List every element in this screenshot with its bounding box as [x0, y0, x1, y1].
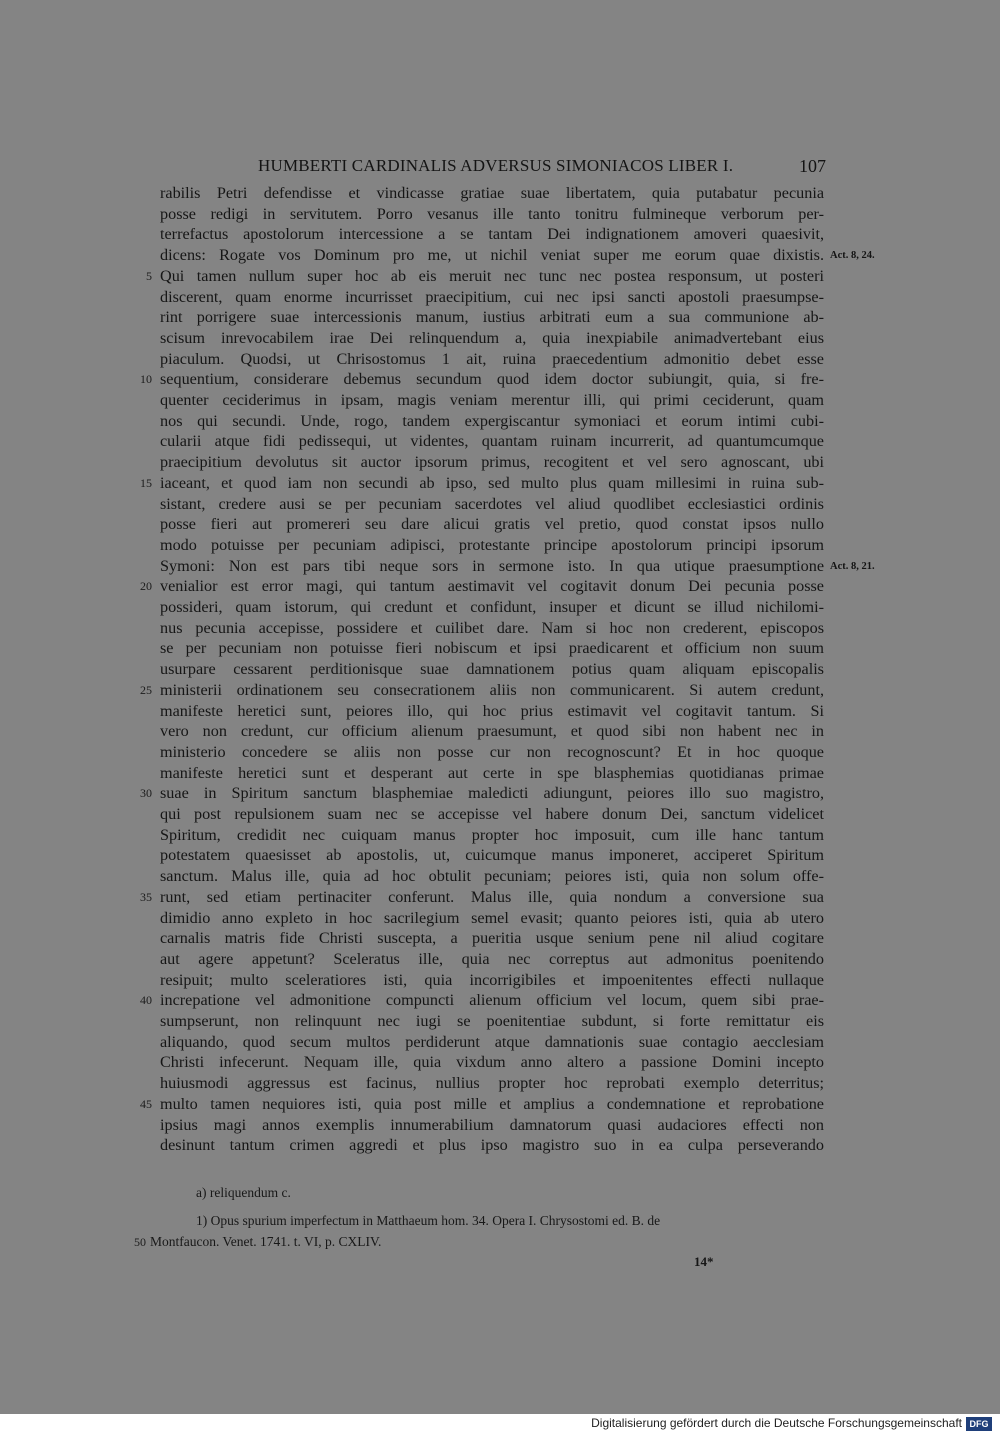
- text-line: posse fieri aut promereri seu dare alicui gratis vel pretio, quod constat ipsos nullo: [160, 515, 824, 534]
- line-number: 5: [146, 268, 152, 283]
- line-number: 35: [140, 889, 152, 904]
- text-line: scisum inrevocabilem irae Dei relinquendum a, quia inexpiabile animadvertebant eius: [160, 328, 824, 347]
- text-line: ministerio concedere se aliis non posse cur non recognoscunt? Et in hoc quoque: [160, 742, 824, 761]
- text-line: carnalis matris fide Christi suscepta, a pueritia usque senium pene nil aliud cogitare: [160, 929, 824, 948]
- text-line: sistant, credere ausi se per pecuniam sacerdotes vel aliud quodlibet ecclesiastici ordinis: [160, 494, 824, 513]
- text-line: usurpare cessarent perditionisque suae damnationem potius quam aliquam episcopalis: [160, 660, 824, 679]
- text-line: venialior est error magi, qui tantum aestimavit vel cogitavit donum Dei pecunia posse: [160, 577, 824, 596]
- text-line: nus pecunia accepisse, possidere et cuilibet dare. Nam si hoc non crederent, episcopos: [160, 618, 824, 637]
- text-line: Spiritum, credidit nec cuiquam manus propter hoc imposuit, cum ille hanc tantum: [160, 825, 824, 844]
- text-line: Christi infecerunt. Nequam ille, quia vixdum anno altero a passione Domini incepto: [160, 1053, 824, 1072]
- line-number: 10: [140, 372, 152, 387]
- text-line: dicens: Rogate vos Dominum pro me, ut nichil veniat super me eorum quae dixistis.: [160, 246, 824, 265]
- text-line: huiusmodi aggressus est facinus, nullius propter hoc reprobati exemplo deterritus;: [160, 1074, 824, 1093]
- line-number: 20: [140, 579, 152, 594]
- text-line: qui post repulsionem suam nec se accepisse vel habere donum Dei, sanctum videlicet: [160, 805, 824, 823]
- line-number: 25: [140, 682, 152, 697]
- text-line: praecipitium devolutus sit auctor ipsorum primus, recogitent et vel sero agnoscant, ubi: [160, 453, 824, 472]
- text-line: cularii atque fidi pedissequi, ut videntes, quantam ruinam incurrerit, ad quantumcumque: [160, 432, 824, 451]
- text-line: discerent, quam enorme incurrisset praecipitium, cui nec ipsi sancti apostoli praesumpse-: [160, 287, 824, 306]
- signature-mark: 14*: [694, 1254, 714, 1269]
- text-line: desinunt tantum crimen aggredi et plus ipso magistro suo in ea culpa perseverando: [160, 1136, 824, 1155]
- text-line: quenter ceciderimus in ipsam, magis veniam merentur illi, qui primi ceciderunt, quam: [160, 391, 824, 409]
- text-line: possideri, quam istorum, qui credunt et confidunt, insuper et dicunt se illud nichilomi-: [160, 598, 824, 616]
- text-line: potestatem quaesisset ab apostolis, ut, cuicumque manus imponeret, acciperet Spiritum: [160, 846, 824, 865]
- text-line: resipuit; multo sceleratiores isti, quia incorrigibiles et impoenitentes effecti nullaque: [160, 970, 824, 989]
- footnote-1-line-1: 1) Opus spurium imperfectum in Matthaeum hom. 34. Opera I. Chrysostomi ed. B. de: [196, 1213, 661, 1228]
- text-line: piaculum. Quodsi, ut Chrisostomus 1 ait, ruina praecedentium admonitio debet esse: [160, 349, 824, 368]
- text-line: posse redigi in servitutem. Porro vesanus ille tanto tonitru fulmineque verborum per-: [160, 204, 824, 223]
- text-line: multo tamen nequiores isti, quia post mille et amplius a condemnatione et reprobatione: [160, 1094, 824, 1113]
- footnote-a: a) reliquendum c.: [196, 1185, 291, 1200]
- text-line: nos qui secundi. Unde, rogo, tandem expergiscantur symoniaci et eorum intimi cubi-: [160, 411, 824, 430]
- text-line: sequentium, considerare debemus secundum quod idem doctor subiungit, quia, si fre-: [160, 370, 824, 389]
- text-line: sanctum. Malus ille, quia ad hoc obtulit pecuniam; peiores isti, quia non solum offe-: [160, 867, 824, 886]
- text-line: aut agere appetunt? Sceleratus ille, quia nec correptus aut admonitus poenitendo: [160, 949, 824, 968]
- text-line: dimidio anno expleto in hoc sacrilegium semel evasit; quanto peiores isti, quia ab utero: [160, 908, 824, 927]
- text-line: aliquando, quod secum multos perdiderunt atque damnationis suae contagio aecclesiam: [160, 1032, 824, 1051]
- text-line: runt, sed etiam pertinaciter conferunt. Malus ille, quia nondum a conversione sua: [160, 887, 824, 906]
- text-line: ministerii ordinationem seu consecrationem aliis non communicarent. Si autem credunt,: [160, 680, 824, 699]
- text-line: rint porrigere suae intercessionis manum, iustius arbitrati eum a sua communione ab-: [160, 308, 824, 327]
- text-line: vero non credunt, cur officium alienum praesumunt, et quod sibi non habent nec in: [160, 722, 824, 741]
- credit-text: Digitalisierung gefördert durch die Deutsche Forschungsgemeinschaft: [591, 1416, 962, 1430]
- text-line: rabilis Petri defendisse et vindicasse gratiae suae libertatem, quia putabatur pecunia: [160, 184, 824, 202]
- text-line: sumpserunt, non relinquunt nec iugi se poenitentiae subdunt, si forte remittatur eis: [160, 1012, 824, 1030]
- text-line: iaceant, et quod iam non secundi ab ipso, sed multo plus quam millesimi in ruina sub-: [160, 473, 824, 492]
- text-line: manifeste heretici sunt, peiores illo, qui hoc prius estimavit vel cogitavit tantum. Si: [160, 701, 824, 720]
- text-line: manifeste heretici sunt et desperant aut certe in spe blasphemias quotidianas primae: [160, 763, 824, 782]
- line-number-50: 50: [134, 1235, 146, 1249]
- text-line: ipsius magi annos exemplis innumerabilium damnatorum quasi audaciores effecti non: [160, 1115, 824, 1134]
- text-line: Symoni: Non est pars tibi neque sors in sermone isto. In qua utique praesumptione: [160, 556, 824, 575]
- line-number: 15: [140, 475, 152, 490]
- line-number: 40: [140, 993, 152, 1008]
- running-title: HUMBERTI CARDINALIS ADVERSUS SIMONIACOS LIBER I.: [258, 156, 734, 175]
- text-line: increpatione vel admonitione compuncti alienum officium vel locum, quem sibi prae-: [160, 991, 824, 1010]
- text-line: modo potuisse per pecuniam adipisci, protestante principe apostolorum principi ipsorum: [160, 535, 824, 554]
- footnote-1-line-2: Montfaucon. Venet. 1741. t. VI, p. CXLIV.: [150, 1234, 382, 1249]
- text-line: terrefactus apostolorum intercessione a se tantam Dei indignationem amoveri quaesivit,: [160, 225, 824, 244]
- margin-reference: Act. 8, 24.: [830, 250, 875, 262]
- dfg-logo-icon: DFG: [966, 1417, 992, 1431]
- line-number: 45: [140, 1096, 152, 1111]
- page-number: 107: [799, 156, 826, 176]
- line-number: 30: [140, 786, 152, 801]
- text-line: suae in Spiritum sanctum blasphemiae maledicti adiungunt, peiores illo suo magistro,: [160, 784, 824, 803]
- text-line: se per pecuniam non potuisse fieri nobiscum et ipsi praedicarent et officium non suum: [160, 639, 824, 658]
- text-line: Qui tamen nullum super hoc ab eis meruit nec tunc nec postea responsum, ut posteri: [160, 266, 824, 285]
- credit-bar: [0, 1414, 1000, 1434]
- margin-reference: Act. 8, 21.: [830, 560, 875, 572]
